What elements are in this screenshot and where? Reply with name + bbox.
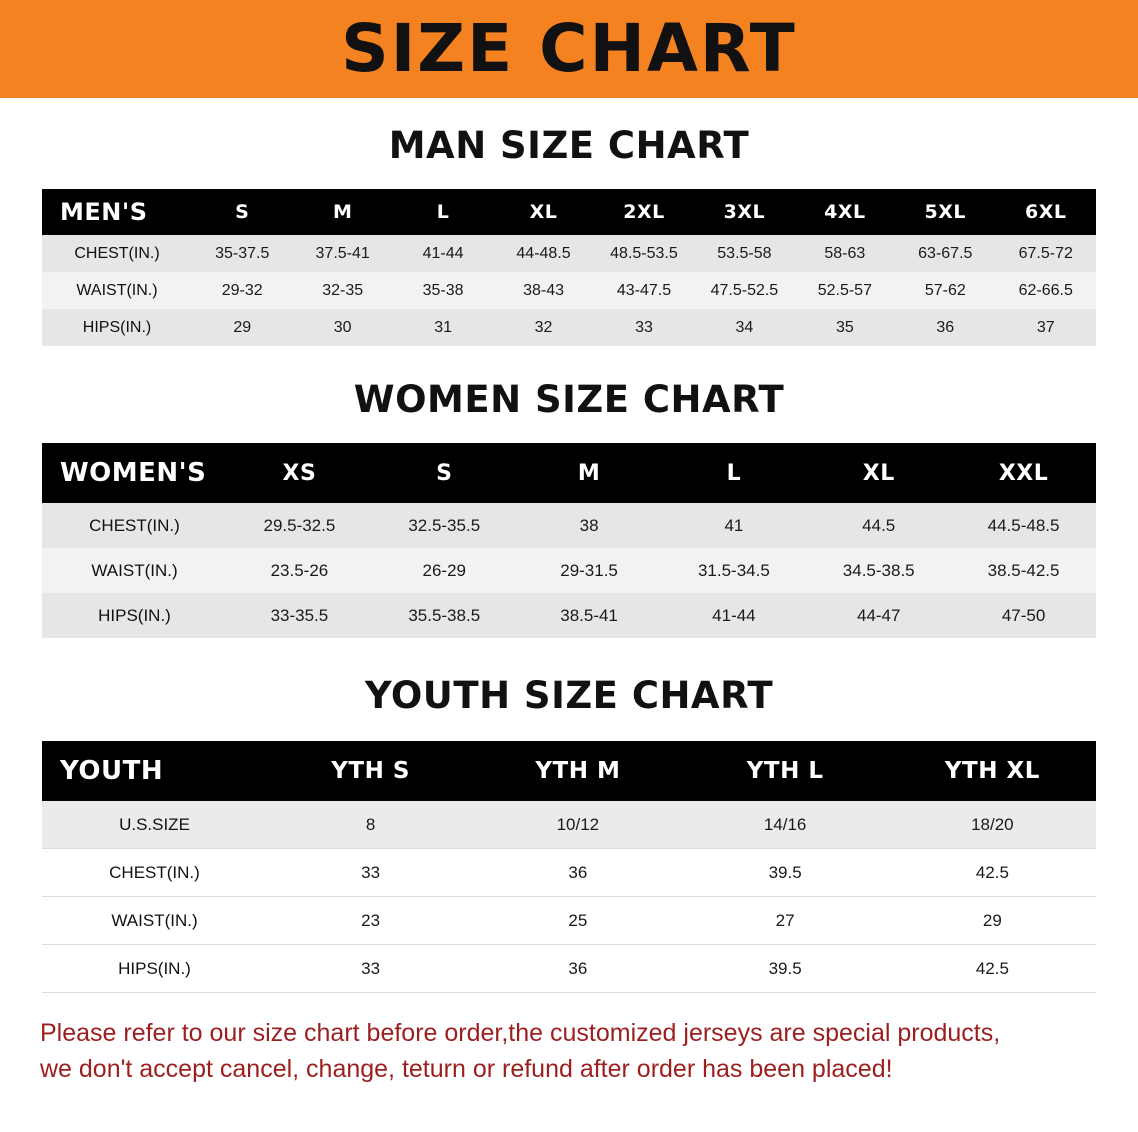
youth-table-body <box>42 801 1096 993</box>
youth-cell-1-4: 42.5 <box>889 849 1096 897</box>
youth-cell-3-1: 33 <box>267 945 474 993</box>
women-cell-1-6: 38.5-42.5 <box>987 560 1060 580</box>
women-cell-1-2: 26-29 <box>422 560 466 580</box>
youth-col-header-0: YOUTH <box>42 741 267 801</box>
women-table-head <box>42 443 1096 503</box>
table-row <box>42 897 1096 945</box>
man-cell-0-4: 44-48.5 <box>516 244 571 262</box>
women-cell-0-2: 32.5-35.5 <box>408 515 481 535</box>
youth-cell-1-1: 33 <box>267 849 474 897</box>
youth-col-header-4: YTH XL <box>889 741 1096 801</box>
man-col-header-3: L <box>393 189 493 235</box>
youth-col-header-1: YTH S <box>267 741 474 801</box>
youth-cell-0-3: 14/16 <box>682 801 889 849</box>
disclaimer-line-2: we don't accept cancel, change, teturn or refund after order has been placed! <box>40 1055 893 1084</box>
man-table-body <box>42 235 1096 346</box>
youth-cell-3-4: 42.5 <box>889 945 1096 993</box>
women-col-header-4: L <box>661 443 806 503</box>
man-cell-1-4: 38-43 <box>523 281 564 299</box>
man-col-header-1: S <box>192 189 292 235</box>
man-cell-2-6: 34 <box>735 318 754 336</box>
women-row0-label: CHEST(IN.) <box>89 515 180 535</box>
table-row <box>42 235 1096 272</box>
man-cell-1-5: 43-47.5 <box>616 281 672 299</box>
man-cell-0-8: 63-67.5 <box>918 244 973 262</box>
man-cell-1-7: 52.5-57 <box>817 281 872 299</box>
women-col-header-3: M <box>517 443 662 503</box>
women-cell-0-3: 38 <box>579 515 599 535</box>
women-col-header-5: XL <box>806 443 951 503</box>
women-row2-label: HIPS(IN.) <box>98 605 171 625</box>
women-col-header-0: WOMEN'S <box>42 443 227 503</box>
women-table-body <box>42 503 1096 638</box>
man-col-header-5: 2XL <box>594 189 694 235</box>
youth-row0-label: U.S.SIZE <box>42 801 267 849</box>
man-cell-2-2: 30 <box>333 318 352 336</box>
women-col-header-2: S <box>372 443 517 503</box>
youth-cell-0-4: 18/20 <box>889 801 1096 849</box>
youth-col-header-2: YTH M <box>474 741 681 801</box>
youth-cell-2-2: 25 <box>474 897 681 945</box>
women-cell-0-6: 44.5-48.5 <box>987 515 1060 535</box>
man-cell-0-3: 41-44 <box>422 244 464 262</box>
disclaimer-note <box>40 1015 1098 1088</box>
man-cell-0-1: 35-37.5 <box>215 244 270 262</box>
man-row2-label: HIPS(IN.) <box>82 318 152 336</box>
women-col-header-6: XXL <box>951 443 1096 503</box>
table-row <box>42 849 1096 897</box>
youth-cell-2-1: 23 <box>267 897 474 945</box>
man-cell-0-2: 37.5-41 <box>315 244 370 262</box>
youth-row3-label: HIPS(IN.) <box>42 945 267 993</box>
youth-cell-1-3: 39.5 <box>682 849 889 897</box>
table-header-row <box>42 443 1096 503</box>
man-cell-2-4: 32 <box>534 318 553 336</box>
women-cell-2-3: 38.5-41 <box>560 605 618 625</box>
man-col-header-8: 5XL <box>895 189 995 235</box>
youth-cell-2-4: 29 <box>889 897 1096 945</box>
women-cell-0-4: 41 <box>724 515 744 535</box>
man-cell-1-2: 32-35 <box>322 281 364 299</box>
youth-size-table <box>42 741 1096 993</box>
table-header-row <box>42 741 1096 801</box>
man-col-header-6: 3XL <box>694 189 794 235</box>
table-row <box>42 309 1096 346</box>
man-cell-1-3: 35-38 <box>422 281 464 299</box>
disclaimer-line-1: Please refer to our size chart before order,the customized jerseys are special products, <box>40 1019 1001 1047</box>
man-cell-0-9: 67.5-72 <box>1018 244 1073 262</box>
women-size-table <box>42 443 1096 638</box>
table-row <box>42 801 1096 849</box>
women-section-heading: WOMEN SIZE CHART <box>353 378 785 421</box>
man-section-heading: MAN SIZE CHART <box>388 124 750 167</box>
women-cell-2-1: 33-35.5 <box>270 605 329 625</box>
table-row <box>42 945 1096 993</box>
page-banner <box>0 0 1138 98</box>
youth-cell-2-3: 27 <box>682 897 889 945</box>
women-col-header-1: XS <box>227 443 372 503</box>
man-cell-1-1: 29-32 <box>221 281 263 299</box>
man-size-table <box>42 189 1096 346</box>
table-row <box>42 272 1096 309</box>
man-cell-0-7: 58-63 <box>824 244 866 262</box>
man-row0-label: CHEST(IN.) <box>74 244 160 262</box>
man-row1-label: WAIST(IN.) <box>76 281 158 299</box>
man-table-wrapper <box>0 189 1138 346</box>
man-col-header-9: 6XL <box>996 189 1097 235</box>
man-cell-2-5: 33 <box>635 318 653 336</box>
youth-cell-0-1: 8 <box>267 801 474 849</box>
youth-col-header-3: YTH L <box>682 741 889 801</box>
women-cell-1-5: 34.5-38.5 <box>842 560 915 580</box>
man-col-header-4: XL <box>493 189 593 235</box>
man-cell-2-9: 37 <box>1036 318 1055 336</box>
women-cell-2-6: 47-50 <box>1001 605 1046 625</box>
man-table-head <box>42 189 1096 235</box>
man-cell-0-5: 48.5-53.5 <box>610 244 678 262</box>
women-cell-1-4: 31.5-34.5 <box>697 560 770 580</box>
youth-cell-0-2: 10/12 <box>474 801 681 849</box>
youth-table-wrapper <box>0 741 1138 993</box>
women-cell-0-5: 44.5 <box>862 515 896 535</box>
youth-row2-label: WAIST(IN.) <box>42 897 267 945</box>
man-col-header-2: M <box>292 189 392 235</box>
man-col-header-0: MEN'S <box>42 189 192 235</box>
youth-cell-3-3: 39.5 <box>682 945 889 993</box>
man-col-header-7: 4XL <box>795 189 895 235</box>
page-title: SIZE CHART <box>341 10 797 87</box>
man-cell-0-6: 53.5-58 <box>717 244 772 262</box>
youth-cell-3-2: 36 <box>474 945 681 993</box>
table-row <box>42 503 1096 548</box>
women-cell-2-2: 35.5-38.5 <box>408 605 481 625</box>
table-header-row <box>42 189 1096 235</box>
women-cell-1-3: 29-31.5 <box>560 560 618 580</box>
youth-section-heading: YOUTH SIZE CHART <box>364 674 774 717</box>
man-cell-2-1: 29 <box>233 318 252 336</box>
man-cell-1-8: 57-62 <box>924 281 966 299</box>
women-row1-label: WAIST(IN.) <box>91 560 178 580</box>
man-cell-1-9: 62-66.5 <box>1018 281 1073 299</box>
women-cell-2-4: 41-44 <box>712 605 756 625</box>
women-cell-1-1: 23.5-26 <box>270 560 329 580</box>
table-row <box>42 593 1096 638</box>
man-cell-1-6: 47.5-52.5 <box>710 281 779 299</box>
table-row <box>42 548 1096 593</box>
man-cell-2-3: 31 <box>434 318 452 336</box>
youth-row1-label: CHEST(IN.) <box>42 849 267 897</box>
man-cell-2-7: 35 <box>835 318 854 336</box>
youth-cell-1-2: 36 <box>474 849 681 897</box>
youth-table-head <box>42 741 1096 801</box>
women-cell-0-1: 29.5-32.5 <box>263 515 336 535</box>
man-cell-2-8: 36 <box>936 318 955 336</box>
women-table-wrapper <box>0 443 1138 638</box>
women-cell-2-5: 44-47 <box>856 605 901 625</box>
